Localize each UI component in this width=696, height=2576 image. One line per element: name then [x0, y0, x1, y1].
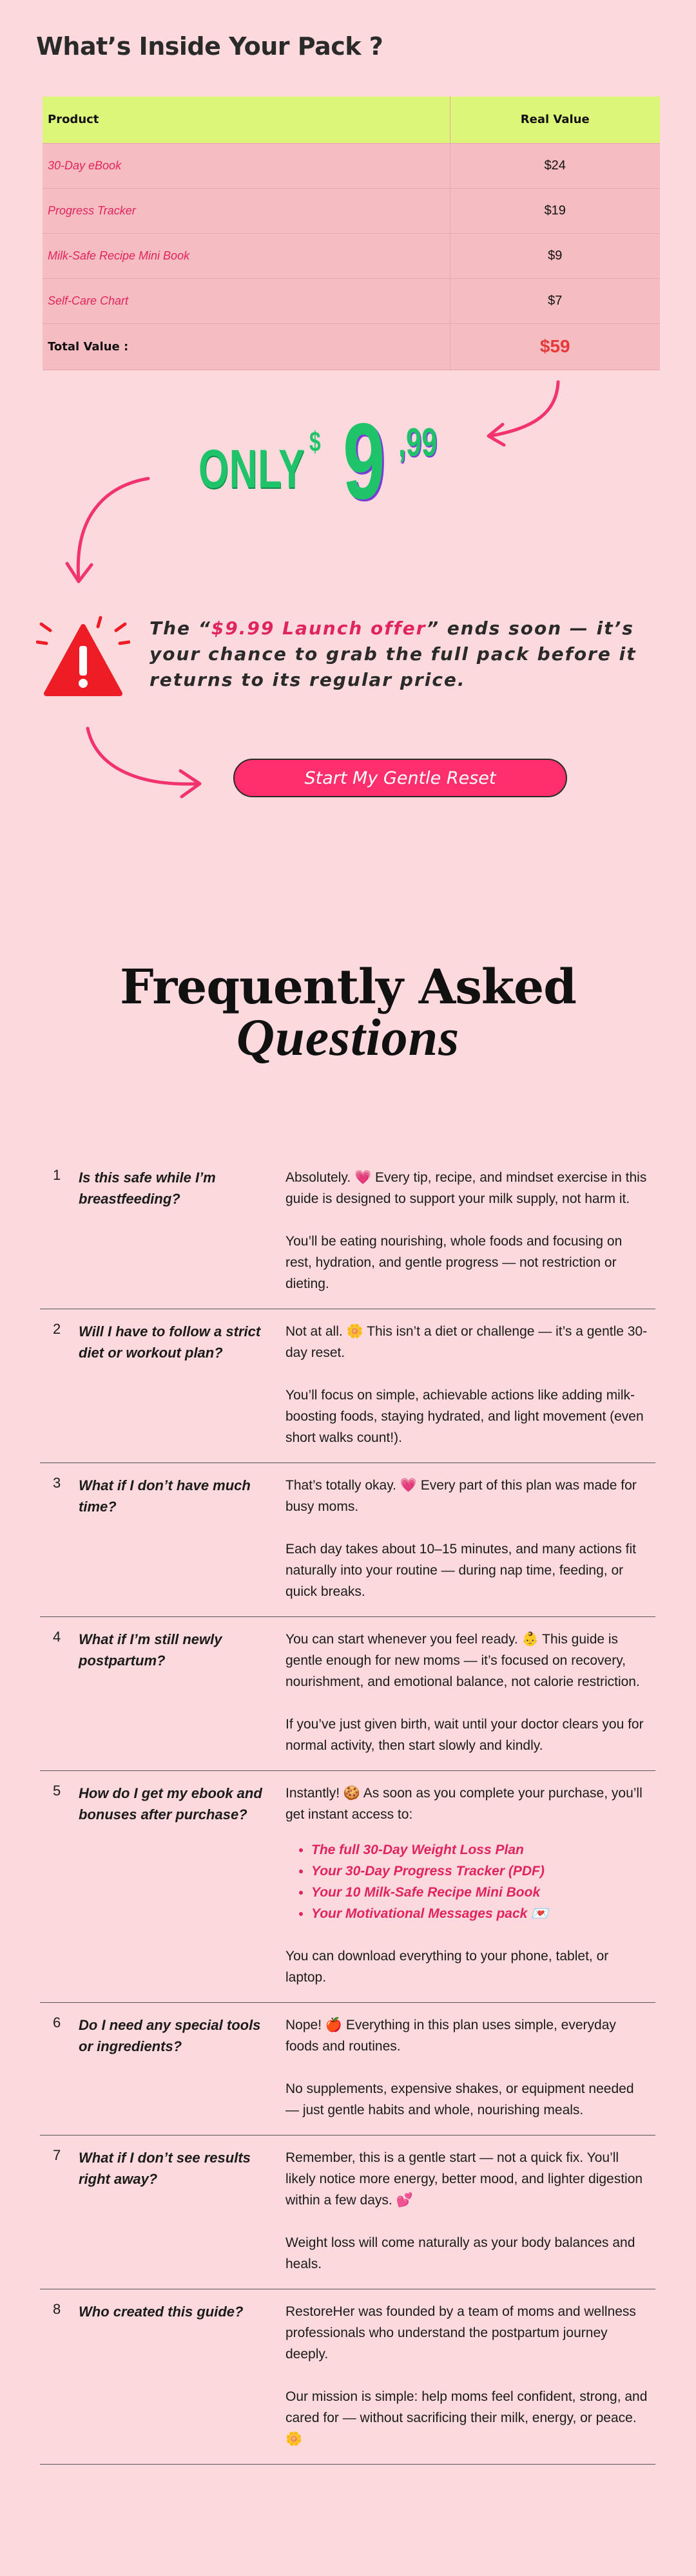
faq-number: 7: [53, 2147, 61, 2163]
table-row: [43, 143, 660, 188]
faq-answer-paragraph: Absolutely. 💗 Every tip, recipe, and mindset exercise in this guide is designed to support your milk supply, not harm it.: [285, 1170, 647, 1206]
offer-warning-text: [150, 616, 659, 693]
faq-answer: [285, 1475, 655, 1602]
faq-answer-paragraph: You can download everything to your phone, tablet, or laptop.: [285, 1949, 609, 1985]
faq-answer-paragraph: That’s totally okay. 💗 Every part of this plan was made for busy moms.: [285, 1478, 637, 1514]
bonus-list-item: • Your 30-Day Progress Tracker (PDF): [311, 1861, 649, 1882]
total-value: $59: [450, 323, 660, 370]
start-gentle-reset-button[interactable]: Start My Gentle Reset: [233, 759, 567, 797]
faq-number: 4: [53, 1629, 61, 1645]
total-label: Total Value :: [43, 323, 450, 370]
product-cell: 30-Day eBook: [43, 143, 450, 188]
bonus-list: [311, 1839, 649, 1924]
price-integer: 9: [343, 401, 385, 522]
bonus-list-item: • Your Motivational Messages pack 💌: [311, 1903, 649, 1924]
alert-triangle-icon: [36, 615, 130, 699]
faq-answer-paragraph: You can start whenever you feel ready. 👶 This guide is gentle enough for new moms — it’s focused on recovery, nourishment, and emotional balance, not calorie restriction.: [285, 1632, 640, 1689]
faq-answer-paragraph: No supplements, expensive shakes, or equipment needed — just gentle habits and whole, nourishing meals.: [285, 2081, 634, 2117]
faq-item: [40, 2136, 655, 2289]
faq-question: Who created this guide?: [79, 2304, 244, 2320]
faq-list: [40, 1155, 655, 2465]
table-row: [43, 278, 660, 323]
faq-subheading: Questions: [236, 1008, 460, 1066]
faq-answer-paragraph: You’ll focus on simple, achievable actions like adding milk-boosting foods, staying hydrated, and light movement (even short walks count!).: [285, 1388, 644, 1445]
faq-question: How do I get my ebook and bonuses after purchase?: [79, 1785, 262, 1823]
launch-offer-highlight: $9.99 Launch offer: [211, 618, 427, 639]
product-cell: Self-Care Chart: [43, 278, 450, 323]
faq-item: [40, 1771, 655, 2003]
value-cell: $9: [450, 233, 660, 278]
value-cell: $19: [450, 188, 660, 233]
faq-item: [40, 1463, 655, 1617]
faq-item: [40, 2003, 655, 2136]
faq-item: [40, 2289, 655, 2465]
bonus-list-item: • Your 10 Milk-Safe Recipe Mini Book: [311, 1882, 649, 1903]
warning-text-end: ” ends soon — it’s your chance to grab the full pack before it returns to its regular price.: [150, 618, 637, 690]
faq-answer: [285, 1629, 655, 1756]
faq-number: 3: [53, 1475, 61, 1491]
bonus-list-item: • The full 30-Day Weight Loss Plan: [311, 1839, 649, 1861]
product-cell: Milk-Safe Recipe Mini Book: [43, 233, 450, 278]
faq-question: Is this safe while I’m breastfeeding?: [79, 1170, 216, 1207]
faq-answer-paragraph: Instantly! 🍪 As soon as you complete your purchase, you’ll get instant access to:: [285, 1786, 643, 1822]
faq-answer-paragraph: Weight loss will come naturally as your body balances and heals.: [285, 2235, 635, 2271]
faq-number: 5: [53, 1783, 61, 1799]
warning-text-start: The “: [150, 618, 211, 639]
faq-answer-paragraph: If you’ve just given birth, wait until your doctor clears you for normal activity, then start slowly and kindly.: [285, 1717, 644, 1753]
faq-answer: [285, 1321, 655, 1448]
curved-arrow-icon: [84, 724, 213, 802]
table-header-row: [43, 97, 660, 143]
faq-answer-paragraph: Nope! 🍎 Everything in this plan uses simple, everyday foods and routines.: [285, 2018, 616, 2054]
value-table: [43, 97, 660, 370]
faq-item: [40, 1155, 655, 1309]
curved-arrow-icon: [58, 473, 155, 589]
table-row: [43, 188, 660, 233]
faq-answer: [285, 1783, 655, 1988]
faq-question: What if I don’t have much time?: [79, 1477, 251, 1515]
faq-answer: [285, 2301, 655, 2450]
total-row: [43, 323, 660, 370]
faq-question: Will I have to follow a strict diet or workout plan?: [79, 1323, 261, 1361]
faq-question: What if I don’t see results right away?: [79, 2150, 251, 2187]
price-offer: [193, 401, 503, 522]
price-currency: $: [309, 426, 321, 458]
faq-number: 8: [53, 2301, 61, 2317]
faq-answer-paragraph: Remember, this is a gentle start — not a quick fix. You’ll likely notice more energy, better mood, and lighter digestion within a few days. 💕: [285, 2150, 643, 2208]
only-label: ONLY: [198, 439, 305, 499]
pack-title: What’s Inside Your Pack ?: [36, 32, 383, 61]
column-header-product: Product: [43, 97, 450, 143]
value-cell: $7: [450, 278, 660, 323]
faq-answer-paragraph: RestoreHer was founded by a team of moms and wellness professionals who understand the postpartum journey deeply.: [285, 2304, 636, 2362]
faq-heading: Frequently Asked: [120, 960, 576, 1015]
faq-answer-paragraph: You’ll be eating nourishing, whole foods and focusing on rest, hydration, and gentle progress — not restriction or dieting.: [285, 1234, 623, 1291]
faq-number: 2: [53, 1321, 61, 1337]
faq-item: [40, 1617, 655, 1771]
faq-answer: [285, 2147, 655, 2275]
faq-question: What if I’m still newly postpartum?: [79, 1631, 222, 1669]
column-header-value: Real Value: [450, 97, 660, 143]
faq-answer-paragraph: Our mission is simple: help moms feel confident, strong, and cared for — without sacrificing their milk, energy, or peace. 🌼: [285, 2389, 648, 2447]
faq-question: Do I need any special tools or ingredients?: [79, 2017, 261, 2054]
product-cell: Progress Tracker: [43, 188, 450, 233]
faq-answer-paragraph: Not at all. 🌼 This isn’t a diet or challenge — it’s a gentle 30-day reset.: [285, 1324, 648, 1360]
table-row: [43, 233, 660, 278]
faq-answer-paragraph: Each day takes about 10–15 minutes, and many actions fit naturally into your routine — during nap time, feeding, or quick breaks.: [285, 1542, 637, 1599]
faq-number: 1: [53, 1167, 61, 1183]
faq-number: 6: [53, 2014, 61, 2031]
faq-answer: [285, 1167, 655, 1294]
value-cell: $24: [450, 143, 660, 188]
price-cents: ,99: [398, 421, 438, 465]
faq-answer: [285, 2014, 655, 2121]
faq-item: [40, 1309, 655, 1463]
